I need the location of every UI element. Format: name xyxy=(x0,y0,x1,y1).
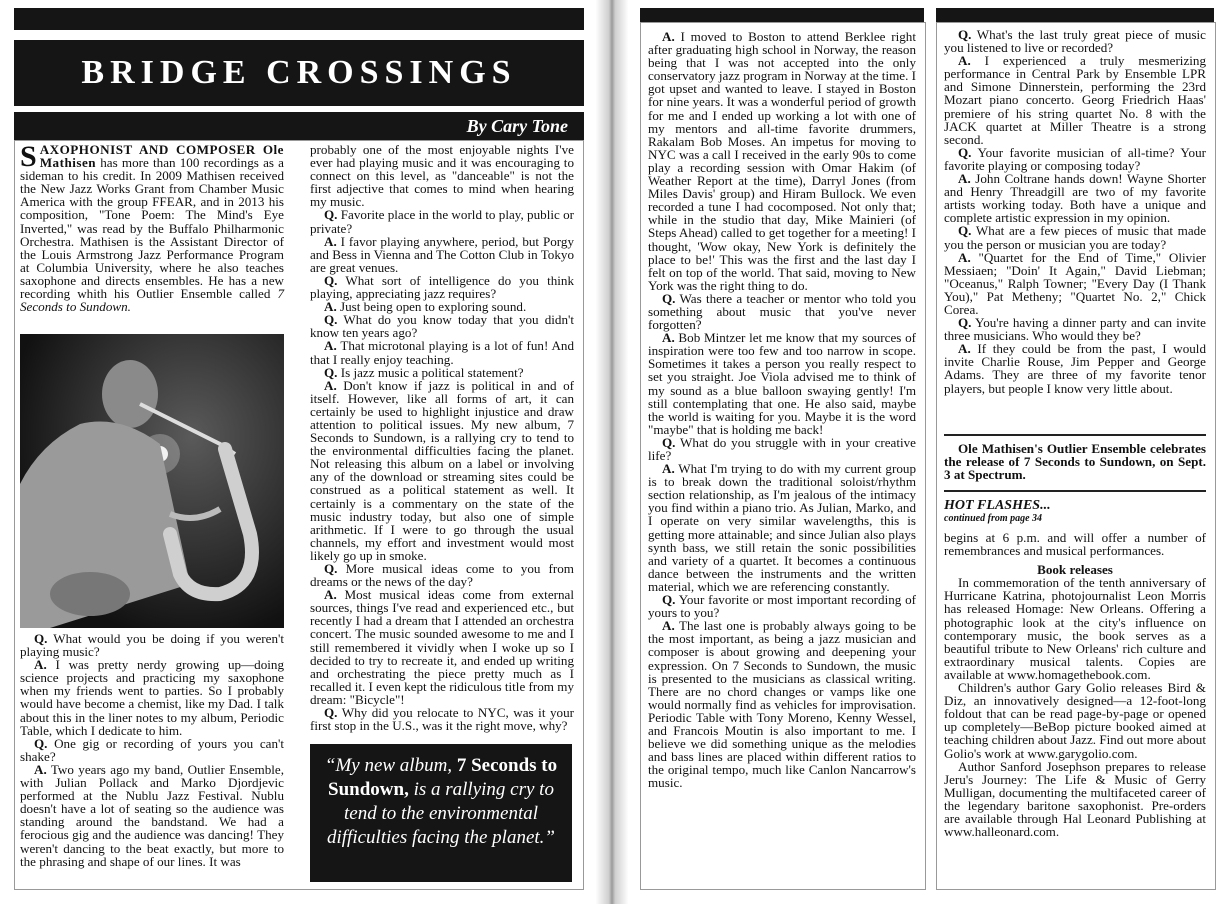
qa-text: Your favorite musician of all-time? Your favorite playing or composing today? xyxy=(944,144,1206,173)
question-marker: Q. xyxy=(662,592,676,608)
qa-text: Two years ago my band, Outlier Ensemble, with Julian Pollack and Marko Djordjevic performed at the Nublu Jazz Festival. Nublu doesn't have a lot of seating so the audience was standing around the bandstand. We had a ferocious gig and the audience was dancing! They weren't dancing to the beat exactly, but more to the phrasing and shape of our lines. It was xyxy=(20,761,284,869)
right-page xyxy=(628,0,1225,904)
question-marker: Q. xyxy=(324,312,338,328)
pull-quote xyxy=(310,744,572,882)
question-marker: Q. xyxy=(324,561,338,576)
question-marker: Q. xyxy=(958,315,972,331)
question-marker: Q. xyxy=(34,735,48,751)
qa-paragraph xyxy=(648,593,916,619)
qa-text: What would you be doing if you weren't playing music? xyxy=(20,631,284,660)
answer-marker: A. xyxy=(324,587,337,603)
page-gutter xyxy=(596,0,628,904)
qa-paragraph xyxy=(310,143,574,208)
answer-marker: A. xyxy=(662,461,675,477)
book-paragraph: Children's author Gary Golio releases Bird & Diz, an innovatively designed—a 12-foot-long foldout that can be read page-by-page or opened up completely—BeBop picture booked aimed at teaching children about Jazz. Find out more about Golio's work at www.garygolio.com. xyxy=(944,680,1206,761)
answer-marker: A. xyxy=(324,338,337,354)
answer-marker: A. xyxy=(324,377,337,393)
qa-text: That microtonal playing is a lot of fun! And that I really enjoy teaching. xyxy=(310,338,574,367)
qa-paragraph xyxy=(310,588,574,706)
book-releases-heading: Book releases xyxy=(1037,562,1113,578)
qa-paragraph xyxy=(648,436,916,462)
top-bar xyxy=(14,8,584,30)
pull-quote-album: 7 Seconds to Sundown, xyxy=(328,755,558,800)
question-marker: Q. xyxy=(324,705,338,721)
qa-text: I favor playing anywhere, period, but Porgy and Bess in Vienna and The Cotton Club in Tokyo are great venues. xyxy=(310,233,574,275)
top-bar-left xyxy=(640,8,924,22)
book-paragraph: Author Sanford Josephson prepares to release Jeru's Journey: The Life & Music of Gerry Mulligan, documenting the multifaceted career of the legendary baritone saxophonist. Pre-orders are available through Hal Leonard Publishing at www.halleonard.com. xyxy=(944,758,1206,840)
release-note-text: Ole Mathisen's Outlier Ensemble celebrates the release of 7 Seconds to Sundown, on Sept. 3 at Spectrum. xyxy=(944,441,1206,483)
qa-paragraph xyxy=(310,235,574,274)
question-marker: Q. xyxy=(324,364,338,380)
qa-paragraph xyxy=(310,379,574,562)
column-4 xyxy=(944,28,1206,428)
pull-quote-open: “My new album, xyxy=(324,755,457,776)
qa-paragraph xyxy=(310,339,574,365)
qa-paragraph xyxy=(310,313,574,339)
qa-text: Bob Mintzer let me know that my sources of inspiration were too few and too narrow in scope. Sometimes it takes a person you really respect to set you straight. Joe Viola advised me to think of my sound as a blue balloon swaying gently! I'm still contemplating that one. He also said, maybe the world is waiting for you. Maybe it is the word "maybe" that is holding me back! xyxy=(648,330,916,437)
answer-marker: A. xyxy=(662,618,675,634)
qa-paragraph xyxy=(944,224,1206,250)
column-1-bottom xyxy=(20,632,284,888)
qa-text: Your favorite or most important recording of yours to you? xyxy=(648,592,916,621)
qa-text: probably one of the most enjoyable nights I've ever had playing music and it was encouraging to connect on this level, as "danceable" is not the first adjective that comes to mind when hearing my music. xyxy=(310,142,574,210)
qa-text: Was there a teacher or mentor who told you something about music that you've never forgotten? xyxy=(648,290,916,333)
intro-lead: AXOPHONIST AND COMPOSER Ole Mathisen xyxy=(39,142,284,171)
album-title: 7 Seconds to Sundown. xyxy=(20,286,284,315)
hot-flashes-column xyxy=(944,498,1206,888)
qa-text: What's the last truly great piece of music you listened to live or recorded? xyxy=(944,27,1206,56)
question-marker: Q. xyxy=(958,223,972,239)
question-marker: Q. xyxy=(958,27,972,42)
qa-text: What do you struggle with in your creative life? xyxy=(648,434,916,463)
qa-text: If they could be from the past, I would invite Charlie Rouse, Jim Pepper and George Adams. They are three of my favorite tenor players, but people I know very little about. xyxy=(944,341,1206,396)
qa-paragraph xyxy=(944,342,1206,394)
qa-text: What are a few pieces of music that made you the person or musician you are today? xyxy=(944,223,1206,252)
qa-text: What do you know today that you didn't know ten years ago? xyxy=(310,312,574,341)
qa-paragraph xyxy=(310,706,574,732)
answer-marker: A. xyxy=(324,233,337,249)
drop-cap: S xyxy=(20,140,37,173)
qa-paragraph xyxy=(944,28,1206,54)
hot-flashes-intro: begins at 6 p.m. and will offer a number of remembrances and musical performances. xyxy=(944,530,1206,559)
intro-column xyxy=(20,140,284,333)
qa-paragraph xyxy=(944,146,1206,172)
qa-text: What I'm trying to do with my current group is to break down the traditional soloist/rhythm section relationship, as I'm jealous of the intimacy you find within a piano trio. As Julian, Marko, and I operate on very similar wavelengths, this is getting more attainable; and since Julian also plays synth bass, we still retain the sonic possibilities and variety of a quartet. It becomes a continuous dance between the instruments and the written material, which we are referencing constantly. xyxy=(648,461,916,594)
qa-paragraph xyxy=(648,30,916,292)
musician-photo xyxy=(20,334,284,628)
answer-marker: A. xyxy=(958,341,971,357)
answer-marker: A. xyxy=(34,657,47,673)
question-marker: Q. xyxy=(34,631,48,646)
answer-marker: A. xyxy=(958,249,971,265)
left-page xyxy=(0,0,596,904)
divider xyxy=(944,434,1206,436)
question-marker: Q. xyxy=(324,272,338,288)
answer-marker: A. xyxy=(662,29,675,44)
qa-text: Favorite place in the world to play, public or private? xyxy=(310,207,574,236)
qa-text: I moved to Boston to attend Berklee right after graduating high school in Norway, the reason being that I was not accepted into the only conservatory jazz program in Norway at the time. I got upset and wanted to leave. I stayed in Boston for nine years. It was a wonderful period of growth for me and I ended up working a lot with one of my mentors and all-time favorite drummers, Rakalam Bob Moses. An impetus for moving to NYC was a call I received in the early 90s to come play a recording session with Omar Hakim (of Weather Report at the time), Darryl Jones (from Miles Davis' group) and Hiram Bullock. We even recorded a tune I had cocomposed. Not only that; while in the studio that day, Mike Mainieri (of Steps Ahead) called to get together for a meeting! I thought, 'Wow okay, New York is definitely the place to be!' This was the first and the last day I felt on top of the world. That said, moving to New York was the right thing to do. xyxy=(648,29,916,293)
qa-paragraph xyxy=(648,292,916,331)
qa-text: Don't know if jazz is political in and of itself. However, like all forms of art, it can certainly be used to highlight injustice and draw attention to political issues. My new album, 7 Seconds to Sundown, is a rallying cry to tend to the environmental difficulties facing the planet. Not releasing this album on a label or involving any of the download or streaming sites could be construed as a political statement as well. It certainly is a commentary on the state of the music industry today, but also one of simple arithmetic. If I were to go through the usual channels, my effort and investment would most likely go up in smoke. xyxy=(310,377,574,563)
qa-paragraph xyxy=(944,316,1206,342)
book-paragraph: In commemoration of the tenth anniversary of Hurricane Katrina, photojournalist Leon Morris has released Homage: New Orleans. Offering a photographic look at the city's influence on contemporary music, the book serves as a beautiful tribute to New Orleans' rich culture and extraordinary musical talents. Copies are available at www.homagethebook.com. xyxy=(944,575,1206,682)
question-marker: Q. xyxy=(662,290,676,306)
divider-2 xyxy=(944,490,1206,492)
qa-text: What sort of intelligence do you think playing, appreciating jazz requires? xyxy=(310,272,574,302)
qa-text: John Coltrane hands down! Wayne Shorter and Henry Threadgill are two of my favorite artists working today. Both have a unique and complete artistic expression in my opinion. xyxy=(944,171,1206,226)
answer-marker: A. xyxy=(324,299,337,315)
qa-text: Why did you relocate to NYC, was it your first stop in the U.S., was it the right move, why? xyxy=(310,705,574,734)
qa-text: "Quartet for the End of Time," Olivier Messiaen; "Doin' It Again," David Liebman; "Oceanus," Ralph Towner; "Every Day (I Thank You)," Pat Metheny; "Quartet No. 2," Chick Corea. xyxy=(944,249,1206,317)
qa-paragraph xyxy=(20,763,284,868)
qa-paragraph xyxy=(310,208,574,234)
qa-paragraph xyxy=(944,172,1206,224)
pull-quote-rest: is a rallying cry to tend to the environmental difficulties facing the planet.” xyxy=(327,779,555,848)
qa-paragraph xyxy=(648,619,916,789)
qa-paragraph xyxy=(944,54,1206,146)
qa-text: More musical ideas come to you from dreams or the news of the day? xyxy=(310,561,574,590)
qa-paragraph xyxy=(20,632,284,658)
qa-text: Just being open to exploring sound. xyxy=(336,299,527,315)
qa-text: You're having a dinner party and can invite three musicians. Who would they be? xyxy=(944,315,1206,344)
release-note xyxy=(944,442,1206,484)
qa-text: The last one is probably always going to be the most important, as being a jazz musician and composer is about growing and deepening your expression. On 7 Seconds to Sundown, the music is presented to the musicians as classical writing. There are no chord changes or vamps like one would normally find as vehicles for improvisation. Periodic Table with Tony Moreno, Kenny Wessel, and Francois Moutin is also important to me. I believe we did something unique as the melodies and bass lines are placed within different ratios to the original tempo, much like Canlon Nancarrow's music. xyxy=(648,618,916,791)
qa-paragraph xyxy=(20,737,284,763)
hot-flashes-title: HOT FLASHES... xyxy=(944,498,1051,513)
qa-paragraph xyxy=(310,274,574,300)
page-title: BRIDGE CROSSINGS xyxy=(14,40,584,106)
answer-marker: A. xyxy=(662,330,675,346)
answer-marker: A. xyxy=(958,171,971,187)
qa-paragraph xyxy=(648,331,916,436)
column-2 xyxy=(310,143,574,738)
saxophone-player-image xyxy=(20,334,284,628)
top-bar-right xyxy=(936,8,1214,22)
qa-paragraph xyxy=(20,658,284,737)
qa-text: I experienced a truly mesmerizing performance in Central Park by Ensemble LPR and Simone Dinnerstein, performing the 23rd Mozart piano concerto. Georg Friedrich Haas' premiere of his string quartet No. 8 with the JACK quartet at Miller Theatre is a strong second. xyxy=(944,53,1206,147)
intro-text: has more than 100 recordings as a sideman to his credit. In 2009 Mathisen received the New Jazz Works Grant from Chamber Music America with the group FFEAR, and in 2013 his composition, "Tone Poem: The Mind's Eye Inverted," was read by the Buffalo Philharmonic Orchestra. Mathisen is the Assistant Director of the Louis Armstrong Jazz Performance Program at Columbia University, where he also teaches saxophone and directs ensembles. He has a new recording whith his Outlier Ensemble called xyxy=(20,155,284,302)
qa-text: One gig or recording of yours you can't shake? xyxy=(20,735,284,764)
answer-marker: A. xyxy=(958,53,971,69)
qa-paragraph xyxy=(310,562,574,588)
qa-text: I was pretty nerdy growing up—doing science projects and practicing my saxophone when my friends went to parties. So I probably would have become a chemist, like my Dad. I talk about this in the liner notes to my album, Periodic Table, which I dedicate to him. xyxy=(20,657,284,738)
qa-paragraph xyxy=(944,251,1206,316)
question-marker: Q. xyxy=(662,434,676,450)
question-marker: Q. xyxy=(324,207,338,223)
answer-marker: A. xyxy=(34,761,47,777)
qa-paragraph xyxy=(648,462,916,593)
hot-flashes-subtitle: continued from page 34 xyxy=(944,513,1043,524)
byline: By Cary Tone xyxy=(14,112,584,140)
qa-text: Most musical ideas come from external sources, things I've read and experienced etc., but recently I had a dream that I attended an orchestra concert. The music sounded awesome to me and I still remembered it vividly when I woke up so I decided to try to recreate it, and ended up writing and orchestrating the piece pretty much as I recalled it. I even kept the ridiculous title from my dream: "Bicycle"! xyxy=(310,587,574,707)
qa-text: Is jazz music a political statement? xyxy=(337,364,524,380)
column-3 xyxy=(648,30,916,880)
question-marker: Q. xyxy=(958,144,972,160)
